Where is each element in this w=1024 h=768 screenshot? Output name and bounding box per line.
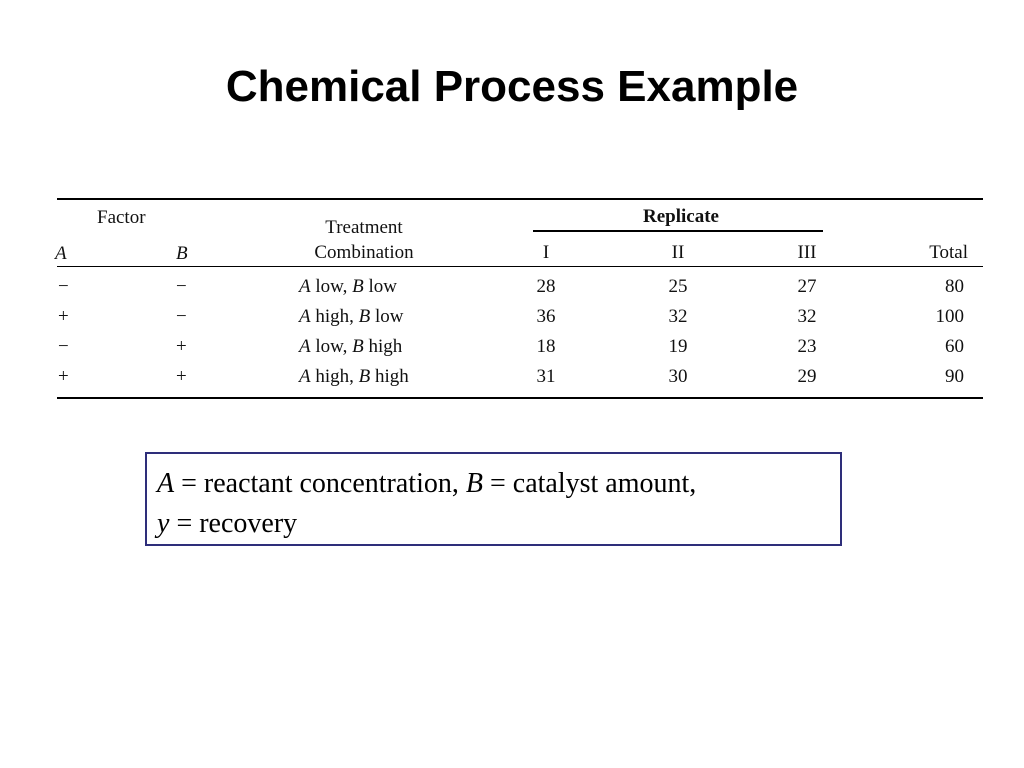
header-a: A (55, 243, 67, 264)
combo-b-level: high (363, 336, 403, 357)
cell-rep-3: 32 (797, 306, 817, 327)
definition-line-2 (157, 504, 830, 544)
header-replicate: Replicate (643, 206, 719, 227)
cell-b: + (176, 336, 187, 357)
cell-a: − (58, 336, 69, 357)
note-b-def: = catalyst amount, (482, 468, 697, 499)
cell-combination (299, 276, 397, 298)
cell-rep-1: 18 (536, 336, 556, 357)
cell-a: + (58, 366, 69, 387)
cell-rep-2: 30 (668, 366, 688, 387)
combo-b: B (352, 276, 364, 297)
cell-rep-2: 19 (668, 336, 688, 357)
cell-rep-1: 36 (536, 306, 556, 327)
definition-box (145, 452, 842, 546)
note-a-def: = reactant concentration, (174, 468, 466, 499)
cell-a: − (58, 276, 69, 297)
header-rep-2: II (671, 242, 685, 263)
combo-b-level: high (370, 366, 409, 387)
cell-combination (299, 366, 409, 388)
combo-b: B (352, 336, 364, 357)
cell-total: 100 (935, 306, 964, 327)
combo-a: A (299, 276, 311, 297)
combo-b-level: low (370, 306, 404, 327)
note-b: B (465, 468, 483, 499)
definition-line-1 (157, 464, 830, 504)
cell-b: − (176, 306, 187, 327)
cell-combination (299, 336, 402, 358)
table-top-rule (57, 198, 983, 200)
cell-rep-3: 23 (797, 336, 817, 357)
note-y: y (157, 508, 170, 539)
cell-total: 80 (945, 276, 964, 297)
note-a: A (157, 468, 175, 499)
cell-rep-2: 25 (668, 276, 688, 297)
header-rep-3: III (797, 242, 817, 263)
cell-b: − (176, 276, 187, 297)
table-header-rule (57, 266, 983, 267)
combo-a-level: high, (310, 366, 359, 387)
page-title: Chemical Process Example (225, 62, 799, 111)
cell-b: + (176, 366, 187, 387)
combo-a: A (299, 306, 311, 327)
note-y-def: = recovery (169, 508, 298, 539)
cell-combination (299, 306, 404, 328)
cell-rep-1: 28 (536, 276, 556, 297)
header-combination: Combination (314, 242, 414, 263)
combo-b-level: low (363, 276, 397, 297)
cell-rep-3: 29 (797, 366, 817, 387)
cell-total: 90 (945, 366, 964, 387)
cell-rep-1: 31 (536, 366, 556, 387)
header-rep-1: I (542, 242, 550, 263)
cell-total: 60 (945, 336, 964, 357)
cell-rep-3: 27 (797, 276, 817, 297)
replicate-rule (533, 230, 823, 232)
combo-a-level: low, (310, 276, 353, 297)
header-factor: Factor (97, 207, 146, 228)
combo-a-level: low, (310, 336, 353, 357)
cell-rep-2: 32 (668, 306, 688, 327)
cell-a: + (58, 306, 69, 327)
header-b: B (176, 243, 188, 264)
combo-b: B (358, 306, 371, 327)
table-bottom-rule (57, 397, 983, 399)
combo-b: B (358, 366, 371, 387)
combo-a-level: high, (310, 306, 359, 327)
header-total: Total (929, 242, 968, 263)
combo-a: A (299, 366, 311, 387)
combo-a: A (299, 336, 311, 357)
header-treatment: Treatment (325, 217, 403, 238)
